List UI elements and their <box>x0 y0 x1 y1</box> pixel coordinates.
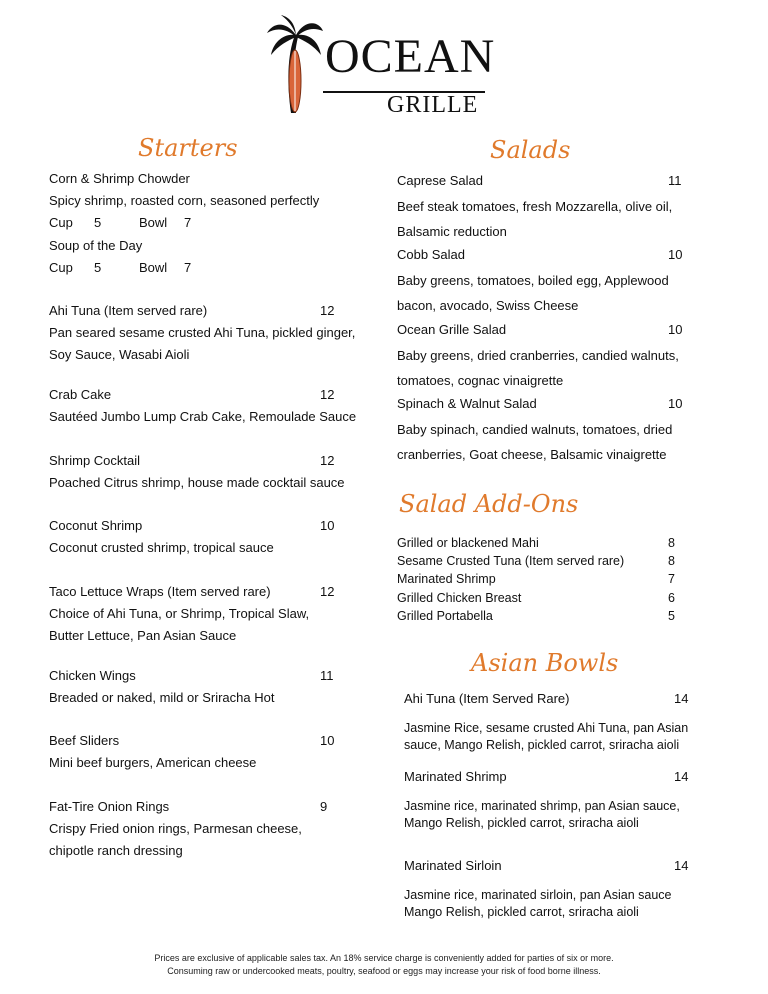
menu-item-price: 12 <box>320 584 335 599</box>
menu-item-name: Grilled or blackened Mahi <box>397 536 539 550</box>
menu-item-description: cranberries, Goat cheese, Balsamic vinaigrette <box>397 446 667 462</box>
menu-item-price: 5 <box>668 609 675 623</box>
size-price: 5 <box>94 260 102 275</box>
footer-tax-note: Prices are exclusive of applicable sales tax. An 18% service charge is conveniently added for parties of six or more. <box>154 953 614 963</box>
menu-item-price: 12 <box>320 387 335 402</box>
menu-item-price: 6 <box>668 591 675 605</box>
menu-item-name: Marinated Shrimp <box>397 572 496 586</box>
menu-item-name: Chicken Wings <box>49 668 136 683</box>
menu-item-price: 12 <box>320 303 335 318</box>
menu-item-price: 10 <box>668 396 683 411</box>
menu-item-name: Sesame Crusted Tuna (Item served rare) <box>397 554 625 568</box>
menu-item-price: 7 <box>668 572 675 586</box>
palm-tree-surfboard-icon <box>265 15 325 115</box>
size-label: Cup <box>49 215 73 230</box>
ocean-grille-logo <box>265 15 496 118</box>
menu-item-name: Spinach & Walnut Salad <box>397 396 537 411</box>
menu-item-name: Beef Sliders <box>49 733 120 748</box>
menu-item-name: Ahi Tuna (Item served rare) <box>49 303 208 318</box>
starters-heading: Starters <box>138 134 238 162</box>
menu-item-description: Jasmine rice, marinated sirloin, pan Asian sauce <box>404 888 672 902</box>
menu-item-description: Choice of Ahi Tuna, or Shrimp, Tropical Slaw, <box>49 606 310 621</box>
salad-addons-heading: Salad Add-Ons <box>399 490 579 518</box>
menu-item-price: 9 <box>320 799 328 814</box>
menu-item-name: Shrimp Cocktail <box>49 453 141 468</box>
menu-item-description: Baby greens, dried cranberries, candied walnuts, <box>397 348 679 363</box>
menu-item-price: 11 <box>320 668 334 683</box>
menu-item-description: Pan seared sesame crusted Ahi Tuna, pickled ginger, <box>49 325 356 340</box>
menu-item-price: 8 <box>668 536 675 550</box>
menu-item-name: Taco Lettuce Wraps (Item served rare) <box>49 584 271 599</box>
menu-item-description: Poached Citrus shrimp, house made cocktail sauce <box>49 475 345 490</box>
menu-item-description: Soy Sauce, Wasabi Aioli <box>49 347 190 362</box>
menu-item-description: Spicy shrimp, roasted corn, seasoned perfectly <box>49 193 320 208</box>
menu-item-price: 14 <box>674 858 689 873</box>
menu-item-description: Jasmine Rice, sesame crusted Ahi Tuna, pan Asian <box>404 721 689 735</box>
menu-item-name: Crab Cake <box>49 387 112 402</box>
size-label: Bowl <box>139 260 168 275</box>
salads-heading: Salads <box>490 136 571 164</box>
menu-item-name: Soup of the Day <box>49 238 143 253</box>
menu-item-description: Mini beef burgers, American cheese <box>49 755 257 770</box>
menu-item-description: bacon, avocado, Swiss Cheese <box>397 297 579 313</box>
menu-item-description: Beef steak tomatoes, fresh Mozzarella, olive oil, <box>397 199 673 214</box>
menu-item-description: Balsamic reduction <box>397 223 507 239</box>
menu-item-price: 10 <box>320 733 335 748</box>
asian-bowls-heading: Asian Bowls <box>471 649 619 677</box>
menu-item-description: Crispy Fried onion rings, Parmesan cheese, <box>49 821 302 836</box>
menu-item-price: 12 <box>320 453 335 468</box>
size-label: Cup <box>49 260 73 275</box>
footer-health-warning: Consuming raw or undercooked meats, poultry, seafood or eggs may increase your risk of food borne illness. <box>167 966 601 976</box>
menu-item-name: Grilled Chicken Breast <box>397 591 522 605</box>
size-price: 5 <box>94 215 102 230</box>
menu-item-price: 10 <box>320 518 335 533</box>
menu-item-description: Breaded or naked, mild or Sriracha Hot <box>49 690 275 705</box>
menu-item-name: Marinated Shrimp <box>404 769 507 784</box>
menu-item-description: Mango Relish, pickled carrot, sriracha aioli <box>404 816 639 830</box>
menu-item-description: Coconut crusted shrimp, tropical sauce <box>49 540 274 555</box>
menu-item-price: 10 <box>668 247 683 262</box>
menu-item-name: Coconut Shrimp <box>49 518 143 533</box>
menu-item-price: 8 <box>668 554 675 568</box>
menu-item-name: Fat-Tire Onion Rings <box>49 799 170 814</box>
menu-item-description: Butter Lettuce, Pan Asian Sauce <box>49 628 237 643</box>
menu-item-name: Ahi Tuna (Item Served Rare) <box>404 691 570 706</box>
menu-item-description: chipotle ranch dressing <box>49 843 183 858</box>
size-price: 7 <box>184 260 192 275</box>
menu-item-description: Mango Relish, pickled carrot, sriracha aioli <box>404 905 639 919</box>
menu-item-price: 10 <box>668 322 683 337</box>
menu-item-name: Caprese Salad <box>397 173 483 188</box>
menu-item-name: Ocean Grille Salad <box>397 322 507 337</box>
menu-item-name: Grilled Portabella <box>397 609 493 623</box>
menu-item-price: 11 <box>668 173 682 188</box>
menu-item-description: Baby greens, tomatoes, boiled egg, Applewood <box>397 273 669 288</box>
menu-item-name: Marinated Sirloin <box>404 858 502 873</box>
size-label: Bowl <box>139 215 168 230</box>
size-price: 7 <box>184 215 192 230</box>
menu-item-price: 14 <box>674 769 689 784</box>
menu-item-description: sauce, Mango Relish, pickled carrot, sriracha aioli <box>404 738 680 752</box>
menu-item-description: tomatoes, cognac vinaigrette <box>397 372 564 388</box>
menu-item-description: Sautéed Jumbo Lump Crab Cake, Remoulade Sauce <box>49 409 357 424</box>
menu-item-description: Baby spinach, candied walnuts, tomatoes, dried <box>397 422 673 437</box>
menu-item-price: 14 <box>674 691 689 706</box>
menu-item-description: Jasmine rice, marinated shrimp, pan Asian sauce, <box>404 799 680 813</box>
logo-word: OCEAN <box>325 30 496 83</box>
logo-subtitle: GRILLE <box>387 92 479 118</box>
menu-item-name: Cobb Salad <box>397 247 465 262</box>
menu-item-name: Corn & Shrimp Chowder <box>49 171 190 186</box>
